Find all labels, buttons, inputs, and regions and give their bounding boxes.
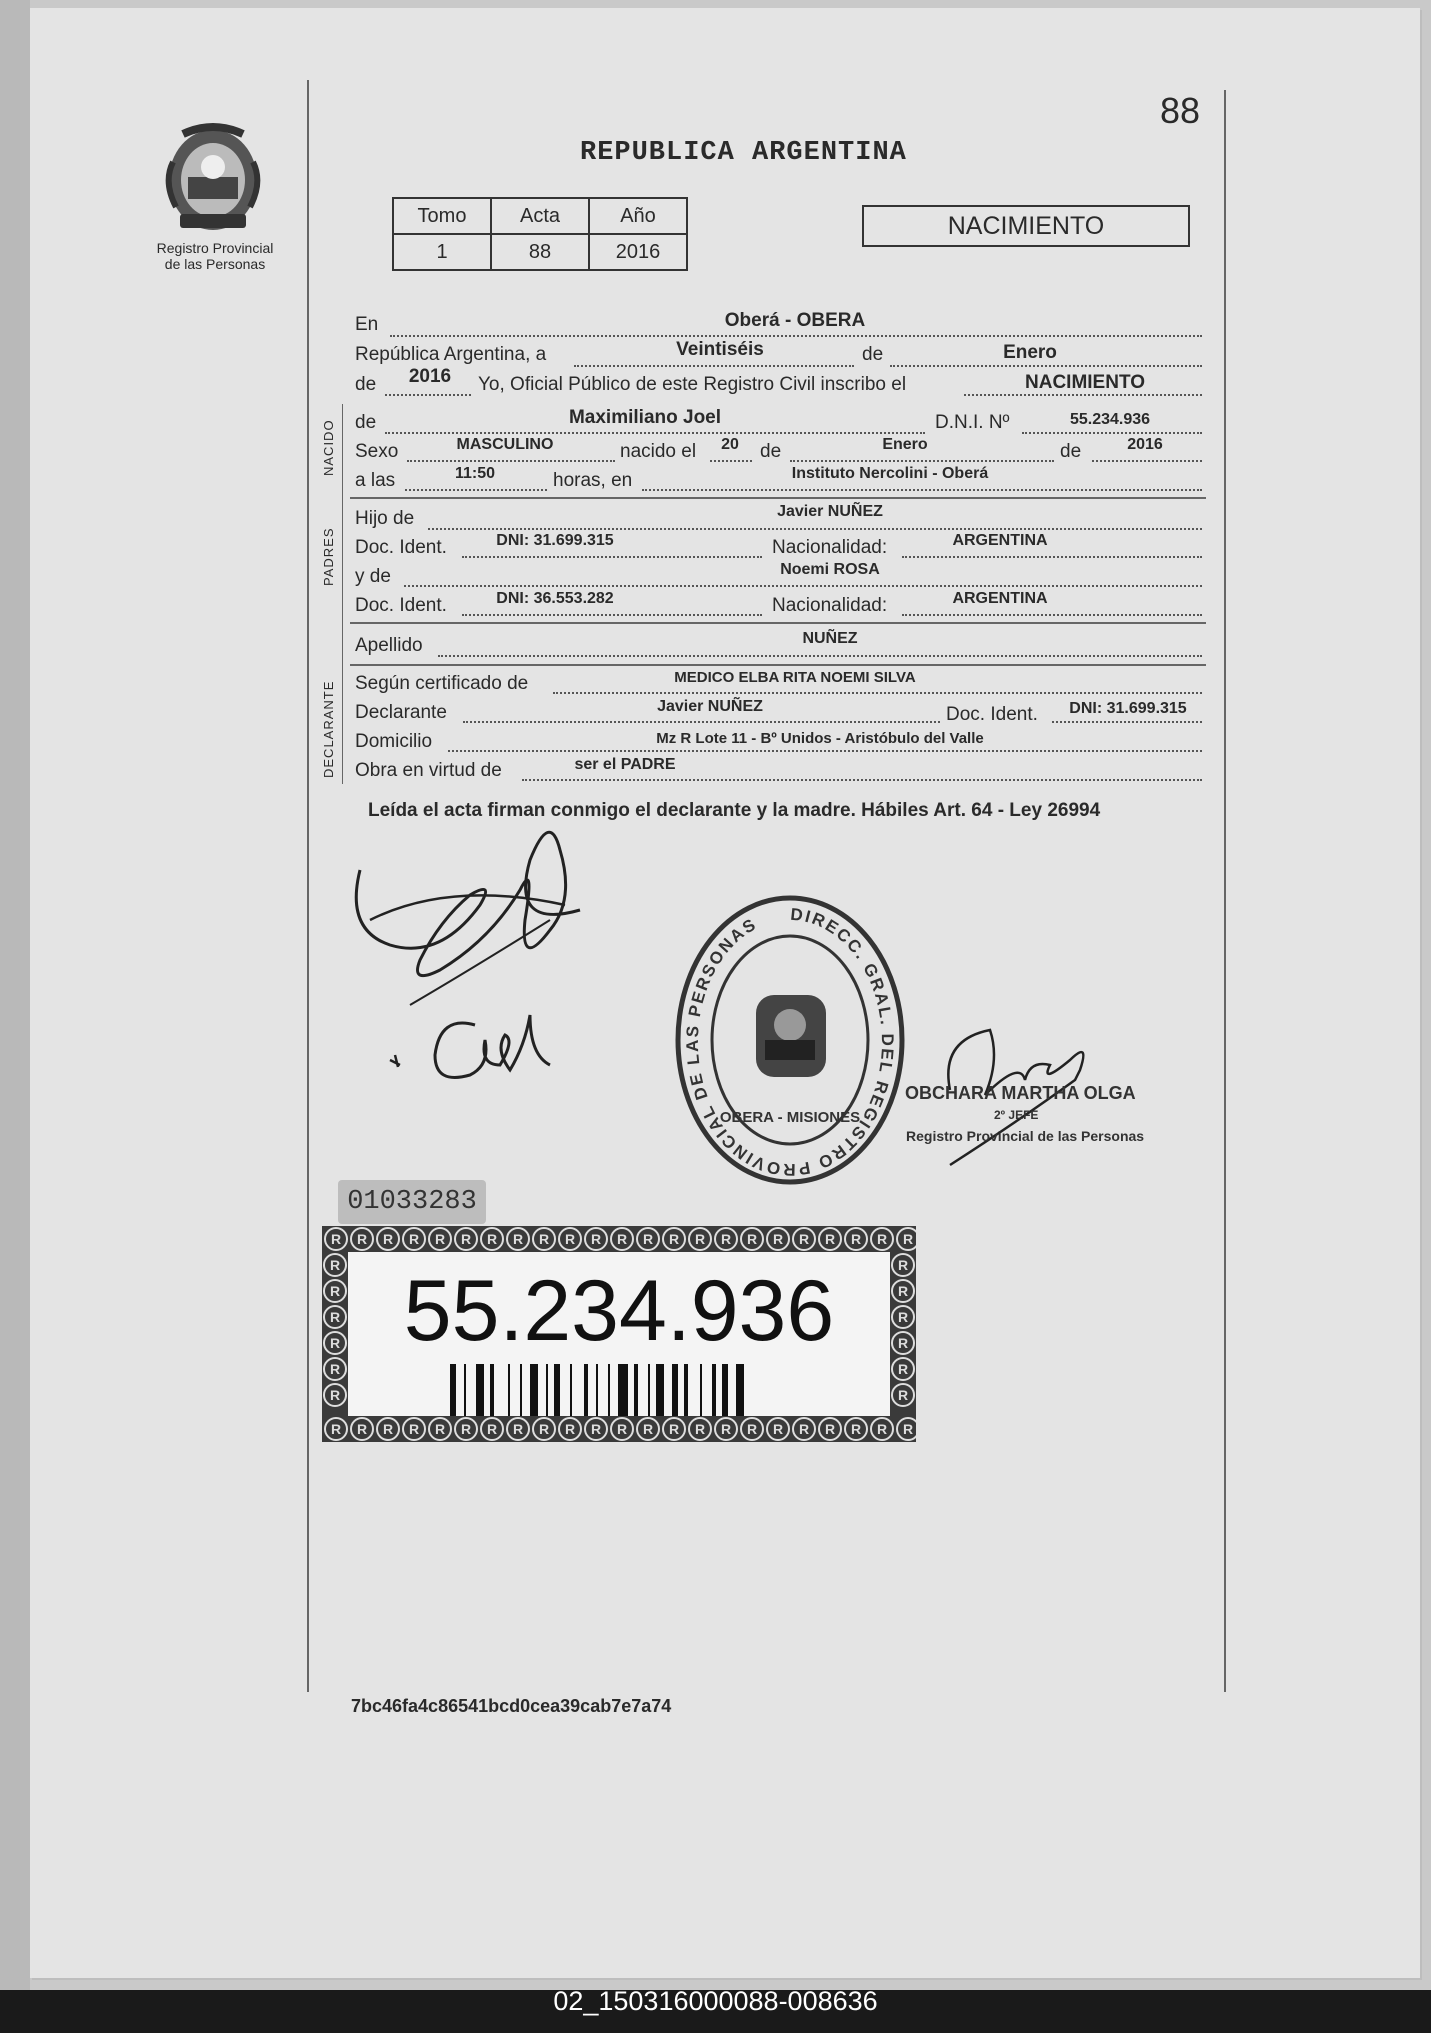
madre-dots xyxy=(404,585,1202,587)
en-value: Oberá - OBERA xyxy=(724,310,866,331)
mother-nac-dots xyxy=(902,614,1202,616)
en-dots xyxy=(390,335,1202,337)
barcode-bar xyxy=(450,1364,456,1416)
father-name: Javier NUÑEZ xyxy=(777,503,883,520)
apellido-dots xyxy=(438,655,1202,657)
obra-label: Obra en virtud de xyxy=(355,760,502,781)
svg-text:R: R xyxy=(642,1231,654,1247)
declarante-label: Declarante xyxy=(355,702,447,723)
barcode-bar xyxy=(722,1364,728,1416)
nacido-section-label: NACIDO xyxy=(321,419,336,476)
svg-text:R: R xyxy=(720,1231,732,1247)
officer-name: OBCHARA MARTHA OLGA xyxy=(905,1083,1136,1103)
svg-text:R: R xyxy=(772,1421,784,1437)
svg-text:R: R xyxy=(590,1231,602,1247)
svg-text:R: R xyxy=(850,1231,862,1247)
mother-doc-label: Doc. Ident. xyxy=(355,595,447,616)
father-nationality: ARGENTINA xyxy=(952,532,1048,549)
dni-dots xyxy=(1022,432,1202,434)
mother-doc: DNI: 36.553.282 xyxy=(496,590,614,607)
country-title: REPUBLICA ARGENTINA xyxy=(580,138,907,168)
declarante-doc-dots xyxy=(1052,721,1202,723)
hora-prefix: a las xyxy=(355,470,396,491)
barcode-bar xyxy=(520,1364,522,1416)
officer-rank: 2º JEFE xyxy=(994,1108,1039,1122)
sticker-inner xyxy=(348,1252,890,1416)
svg-text:R: R xyxy=(330,1231,342,1247)
nacido-de-label: de xyxy=(355,412,377,433)
barcode-bar xyxy=(618,1364,628,1416)
svg-text:R: R xyxy=(668,1421,680,1437)
name-dots xyxy=(385,432,925,434)
svg-text:R: R xyxy=(720,1421,732,1437)
de-label: de xyxy=(862,344,884,365)
svg-text:R: R xyxy=(772,1231,784,1247)
svg-text:R: R xyxy=(356,1421,368,1437)
province-emblem-icon xyxy=(158,122,268,240)
sexo-label: Sexo xyxy=(355,441,399,462)
en-label: En xyxy=(355,314,379,335)
svg-text:R: R xyxy=(564,1231,576,1247)
binding-strip xyxy=(0,0,30,1990)
child-name: Maximiliano Joel xyxy=(568,407,722,428)
svg-text:R: R xyxy=(798,1421,810,1437)
barcode-bar xyxy=(656,1364,664,1416)
svg-text:R: R xyxy=(382,1231,394,1247)
barcode-bar xyxy=(672,1364,678,1416)
right-margin-rule xyxy=(1224,90,1226,1692)
svg-text:R: R xyxy=(590,1421,602,1437)
svg-text:R: R xyxy=(434,1421,446,1437)
mother-nac-label: Nacionalidad: xyxy=(772,595,888,616)
svg-text:R: R xyxy=(564,1421,576,1437)
hijo-label: Hijo de xyxy=(355,508,415,529)
svg-text:R: R xyxy=(538,1421,550,1437)
svg-text:R: R xyxy=(329,1335,341,1351)
svg-text:R: R xyxy=(486,1421,498,1437)
svg-text:R: R xyxy=(434,1231,446,1247)
svg-text:R: R xyxy=(329,1361,341,1377)
svg-text:R: R xyxy=(876,1421,888,1437)
sexo-value: MASCULINO xyxy=(456,436,554,453)
barcode-bar xyxy=(608,1364,610,1416)
birth-day: 20 xyxy=(721,436,739,453)
mother-signature xyxy=(380,995,560,1095)
footer-id: 02_150316000088-008636 xyxy=(553,1986,878,2016)
father-nac-label: Nacionalidad: xyxy=(772,537,888,558)
declarante-doc: DNI: 31.699.315 xyxy=(1069,700,1187,717)
svg-text:R: R xyxy=(329,1387,341,1403)
nacido-de-label-2: de xyxy=(760,441,782,462)
svg-text:R: R xyxy=(486,1231,498,1247)
domicilio-value: Mz R Lote 11 - Bº Unidos - Aristóbulo del Valle xyxy=(656,730,984,747)
svg-text:R: R xyxy=(897,1283,909,1299)
svg-text:R: R xyxy=(694,1421,706,1437)
declarante-section-label: DECLARANTE xyxy=(321,680,336,778)
svg-text:R: R xyxy=(668,1231,680,1247)
record-type-box: NACIMIENTO xyxy=(862,205,1190,247)
day-value: Veintiséis xyxy=(676,339,764,360)
section-divider-2 xyxy=(350,622,1206,624)
svg-text:R: R xyxy=(408,1231,420,1247)
svg-text:R: R xyxy=(746,1421,758,1437)
barcode-bar xyxy=(554,1364,560,1416)
seal-inner-text: OBERA - MISIONES xyxy=(719,1109,861,1126)
child-dni: 55.234.936 xyxy=(1069,411,1151,428)
left-margin-rule xyxy=(307,80,309,1692)
svg-text:R: R xyxy=(642,1421,654,1437)
control-number: 01033283 xyxy=(338,1180,486,1224)
domicilio-dots xyxy=(448,750,1202,752)
anio-value: 2016 xyxy=(589,234,687,270)
svg-text:R: R xyxy=(850,1421,862,1437)
svg-text:R: R xyxy=(460,1231,472,1247)
barcode-bar xyxy=(684,1364,688,1416)
father-nac-dots xyxy=(902,556,1202,558)
horas-en-label: horas, en xyxy=(553,470,633,491)
declarante-dots xyxy=(463,721,940,723)
barcode-bar xyxy=(736,1364,744,1416)
father-doc-dots xyxy=(462,556,762,558)
barcode-bar xyxy=(508,1364,510,1416)
tomo-value: 1 xyxy=(393,234,491,270)
father-doc-label: Doc. Ident. xyxy=(355,537,447,558)
svg-text:R: R xyxy=(694,1231,706,1247)
padre-dots xyxy=(428,528,1202,530)
svg-text:R: R xyxy=(897,1387,909,1403)
month-value: Enero xyxy=(1003,342,1057,363)
barcode-bar xyxy=(546,1364,548,1416)
birth-hour: 11:50 xyxy=(454,465,496,482)
inscribo-value: NACIMIENTO xyxy=(1025,372,1145,393)
declarant-signature xyxy=(350,810,590,1010)
closing-legend: Leída el acta firman conmigo el declarante y la madre. Hábiles Art. 64 - Ley 26994 xyxy=(368,800,1101,821)
section-label-rule xyxy=(342,404,343,784)
svg-text:R: R xyxy=(897,1257,909,1273)
lugar-dots xyxy=(642,489,1202,491)
svg-text:R: R xyxy=(329,1257,341,1273)
domicilio-label: Domicilio xyxy=(355,731,433,752)
anio-header: Año xyxy=(589,198,687,234)
sexo-dots xyxy=(407,460,615,462)
y-de-label: y de xyxy=(355,566,391,587)
svg-text:R: R xyxy=(897,1309,909,1325)
year-prefix: de xyxy=(355,374,377,395)
barcode-bar xyxy=(700,1364,702,1416)
seal-ring-text: DIRECC. GRAL. DEL REGISTRO PROVINCIAL DE LAS PERSONAS xyxy=(682,904,897,1180)
barcode-bar xyxy=(712,1364,716,1416)
svg-text:R: R xyxy=(824,1231,836,1247)
svg-text:R: R xyxy=(616,1231,628,1247)
day-dots xyxy=(574,365,854,367)
barcode-bar xyxy=(530,1364,538,1416)
dia-dots xyxy=(710,460,752,462)
birth-month: Enero xyxy=(882,436,928,453)
svg-text:R: R xyxy=(616,1421,628,1437)
obra-dots xyxy=(522,779,1202,781)
padres-section-label: PADRES xyxy=(321,527,336,586)
svg-text:R: R xyxy=(746,1231,758,1247)
svg-text:R: R xyxy=(798,1231,810,1247)
birth-year: 2016 xyxy=(1127,436,1163,453)
svg-text:R: R xyxy=(897,1335,909,1351)
nacido-de-label-3: de xyxy=(1060,441,1082,462)
acta-header: Acta xyxy=(491,198,589,234)
record-table xyxy=(392,197,688,271)
svg-text:R: R xyxy=(329,1309,341,1325)
obra-value: ser el PADRE xyxy=(574,756,676,773)
month-dots xyxy=(890,365,1202,367)
father-doc: DNI: 31.699.315 xyxy=(496,532,614,549)
year-value: 2016 xyxy=(408,366,452,387)
svg-text:R: R xyxy=(538,1231,550,1247)
mes-dots xyxy=(790,460,1054,462)
svg-text:R: R xyxy=(902,1231,914,1247)
barcode-bar xyxy=(464,1364,466,1416)
anio-dots xyxy=(1092,460,1202,462)
birth-place: Instituto Nercolini - Oberá xyxy=(791,465,989,482)
svg-text:R: R xyxy=(356,1231,368,1247)
sticker-number: 55.234.936 xyxy=(403,1263,835,1359)
mother-nationality: ARGENTINA xyxy=(952,590,1048,607)
svg-text:R: R xyxy=(382,1421,394,1437)
barcode-sticker xyxy=(322,1226,916,1442)
inscribo-dots xyxy=(964,394,1202,396)
nacido-el-label: nacido el xyxy=(620,441,697,462)
svg-text:R: R xyxy=(408,1421,420,1437)
republica-label: República Argentina, a xyxy=(355,344,547,365)
svg-text:R: R xyxy=(460,1421,472,1437)
cert-dots xyxy=(553,692,1202,694)
svg-text:R: R xyxy=(876,1231,888,1247)
declarante-value: Javier NUÑEZ xyxy=(657,698,763,715)
barcode-bar xyxy=(596,1364,598,1416)
svg-text:R: R xyxy=(897,1361,909,1377)
svg-text:R: R xyxy=(329,1283,341,1299)
svg-text:R: R xyxy=(330,1421,342,1437)
cert-value: MEDICO ELBA RITA NOEMI SILVA xyxy=(674,669,916,686)
barcode-icon xyxy=(450,1364,790,1416)
barcode-bar xyxy=(490,1364,494,1416)
tomo-header: Tomo xyxy=(393,198,491,234)
section-divider-3 xyxy=(350,664,1206,666)
officer-org: Registro Provincial de las Personas xyxy=(906,1128,1145,1144)
oficial-text: Yo, Oficial Público de este Registro Civil inscribo el xyxy=(478,374,907,395)
registry-seal-icon xyxy=(670,890,910,1190)
svg-text:R: R xyxy=(512,1421,524,1437)
declarante-doc-label: Doc. Ident. xyxy=(946,704,1038,725)
hora-dots xyxy=(405,489,547,491)
document-hash: 7bc46fa4c86541bcd0cea39cab7e7a74 xyxy=(351,1696,672,1716)
barcode-bar xyxy=(648,1364,650,1416)
barcode-bar xyxy=(570,1364,572,1416)
mother-doc-dots xyxy=(462,614,762,616)
year-dots xyxy=(385,394,471,396)
barcode-bar xyxy=(476,1364,484,1416)
svg-text:R: R xyxy=(512,1231,524,1247)
svg-text:R: R xyxy=(824,1421,836,1437)
dni-label: D.N.I. Nº xyxy=(935,412,1010,433)
barcode-bar xyxy=(634,1364,638,1416)
logo-caption: Registro Provincial de las Personas xyxy=(156,240,274,272)
barcode-bar xyxy=(584,1364,588,1416)
cert-label: Según certificado de xyxy=(355,673,529,694)
section-divider-1 xyxy=(350,497,1206,499)
page-number: 88 xyxy=(1160,90,1201,131)
acta-value: 88 xyxy=(491,234,589,270)
svg-text:R: R xyxy=(902,1421,914,1437)
apellido-label: Apellido xyxy=(355,635,423,656)
mother-name: Noemi ROSA xyxy=(780,561,880,578)
apellido-value: NUÑEZ xyxy=(802,630,858,647)
